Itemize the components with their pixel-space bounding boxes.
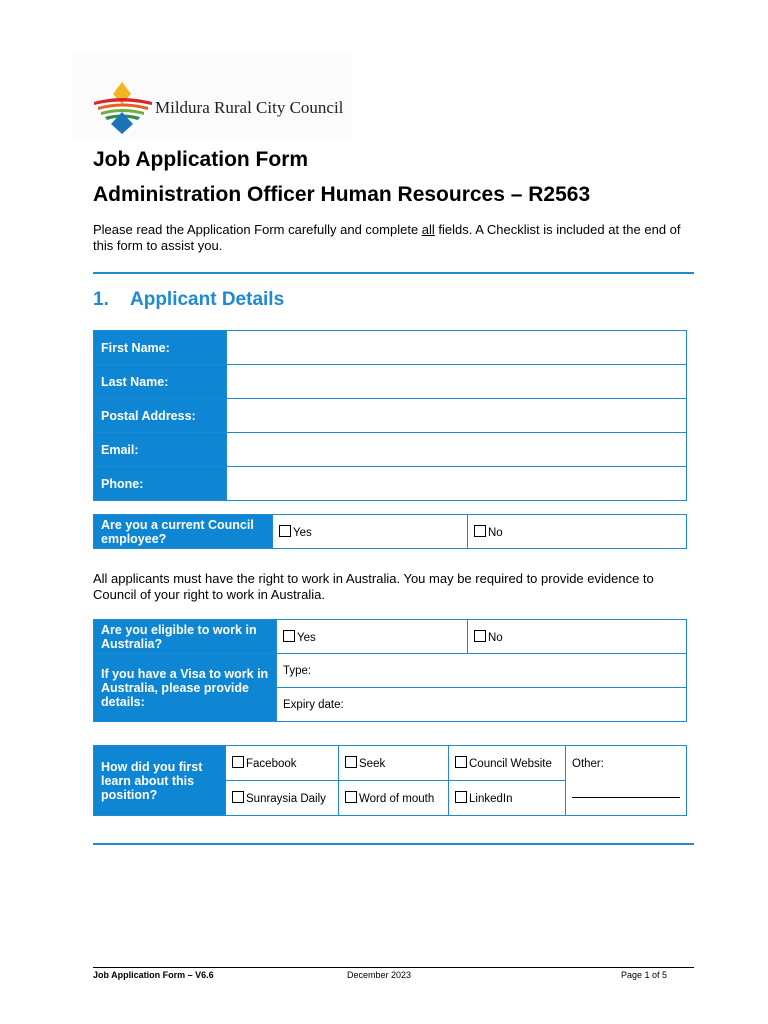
table-row — [94, 399, 687, 433]
intro-emphasis: all — [421, 222, 435, 237]
eligibility-question: Are you eligible to work in Australia? — [94, 620, 277, 654]
option-label: Council Website — [469, 758, 552, 770]
source-option-linkedin[interactable] — [449, 781, 566, 816]
option-label: Facebook — [246, 758, 297, 770]
visa-question: If you have a Visa to work in Australia, please provide details: — [94, 654, 277, 722]
table-row — [94, 746, 687, 781]
checkbox-icon[interactable] — [474, 630, 486, 642]
table-row — [94, 515, 687, 549]
table-row — [94, 433, 687, 467]
footer-divider — [93, 967, 694, 968]
option-label: Seek — [359, 758, 386, 770]
council-name: Mildura Rural City Council — [155, 98, 344, 117]
council-employee-table — [93, 514, 687, 549]
option-label: Word of mouth — [359, 793, 435, 805]
source-option-facebook[interactable] — [226, 746, 339, 781]
section-title: Applicant Details — [130, 289, 285, 310]
checkbox-icon[interactable] — [474, 525, 486, 537]
checkbox-icon[interactable] — [279, 525, 291, 537]
position-title: Administration Officer Human Resources – R2563 — [93, 183, 591, 206]
section-divider — [93, 843, 694, 845]
job-source-table — [93, 745, 687, 816]
intro-paragraph — [93, 222, 698, 254]
table-row — [94, 467, 687, 501]
eligibility-yes-option[interactable] — [277, 620, 468, 654]
section-heading — [93, 289, 284, 311]
last-name-label: Last Name: — [94, 365, 227, 399]
option-label: LinkedIn — [469, 793, 513, 805]
checkbox-icon[interactable] — [455, 756, 467, 768]
footer-form-version: Job Application Form – V6.6 — [93, 970, 214, 980]
eligibility-no-option[interactable] — [468, 620, 687, 654]
option-label: Yes — [297, 631, 316, 644]
checkbox-icon[interactable] — [232, 791, 244, 803]
option-label: No — [488, 526, 503, 539]
source-option-seek[interactable] — [339, 746, 449, 781]
source-option-sunraysia-daily[interactable] — [226, 781, 339, 816]
checkbox-icon[interactable] — [232, 756, 244, 768]
checkbox-icon[interactable] — [345, 756, 357, 768]
council-emblem-icon — [72, 54, 162, 140]
visa-type-field[interactable]: Type: — [277, 654, 687, 688]
checkbox-icon[interactable] — [455, 791, 467, 803]
email-field[interactable] — [227, 433, 687, 467]
visa-expiry-field[interactable]: Expiry date: — [277, 688, 687, 722]
checkbox-icon[interactable] — [345, 791, 357, 803]
option-label: Sunraysia Daily — [246, 793, 326, 805]
option-label: No — [488, 631, 503, 644]
eligibility-table — [93, 619, 687, 722]
source-other-field[interactable] — [566, 746, 687, 816]
right-to-work-paragraph: All applicants must have the right to work in Australia. You may be required to provide evidence to Council of your right to work in Australia. — [93, 571, 654, 602]
phone-field[interactable] — [227, 467, 687, 501]
applicant-details-table — [93, 330, 687, 501]
council-employee-question: Are you a current Council employee? — [94, 515, 273, 549]
source-option-council-website[interactable] — [449, 746, 566, 781]
table-row — [94, 331, 687, 365]
intro-text-after: fields. A Checklist is included at the end of this form to assist you. — [93, 222, 681, 253]
postal-address-field[interactable] — [227, 399, 687, 433]
first-name-field[interactable] — [227, 331, 687, 365]
other-label: Other: — [572, 758, 604, 770]
table-row — [94, 654, 687, 688]
council-employee-yes-option[interactable] — [273, 515, 468, 549]
intro-text-before: Please read the Application Form carefully and complete — [93, 222, 422, 237]
other-answer-line[interactable] — [572, 797, 680, 798]
table-row — [94, 365, 687, 399]
footer-page-number: Page 1 of 5 — [621, 970, 668, 980]
council-employee-no-option[interactable] — [468, 515, 687, 549]
last-name-field[interactable] — [227, 365, 687, 399]
footer-date: December 2023 — [347, 970, 412, 980]
section-number: 1. — [93, 289, 109, 310]
first-name-label: First Name: — [94, 331, 227, 365]
checkbox-icon[interactable] — [283, 630, 295, 642]
source-question: How did you first learn about this position? — [94, 746, 226, 816]
phone-label: Phone: — [94, 467, 227, 501]
table-row — [94, 620, 687, 654]
option-label: Yes — [293, 526, 312, 539]
email-label: Email: — [94, 433, 227, 467]
council-logo — [72, 54, 352, 140]
form-title: Job Application Form — [93, 148, 309, 171]
section-divider — [93, 272, 694, 274]
postal-address-label: Postal Address: — [94, 399, 227, 433]
source-option-word-of-mouth[interactable] — [339, 781, 449, 816]
